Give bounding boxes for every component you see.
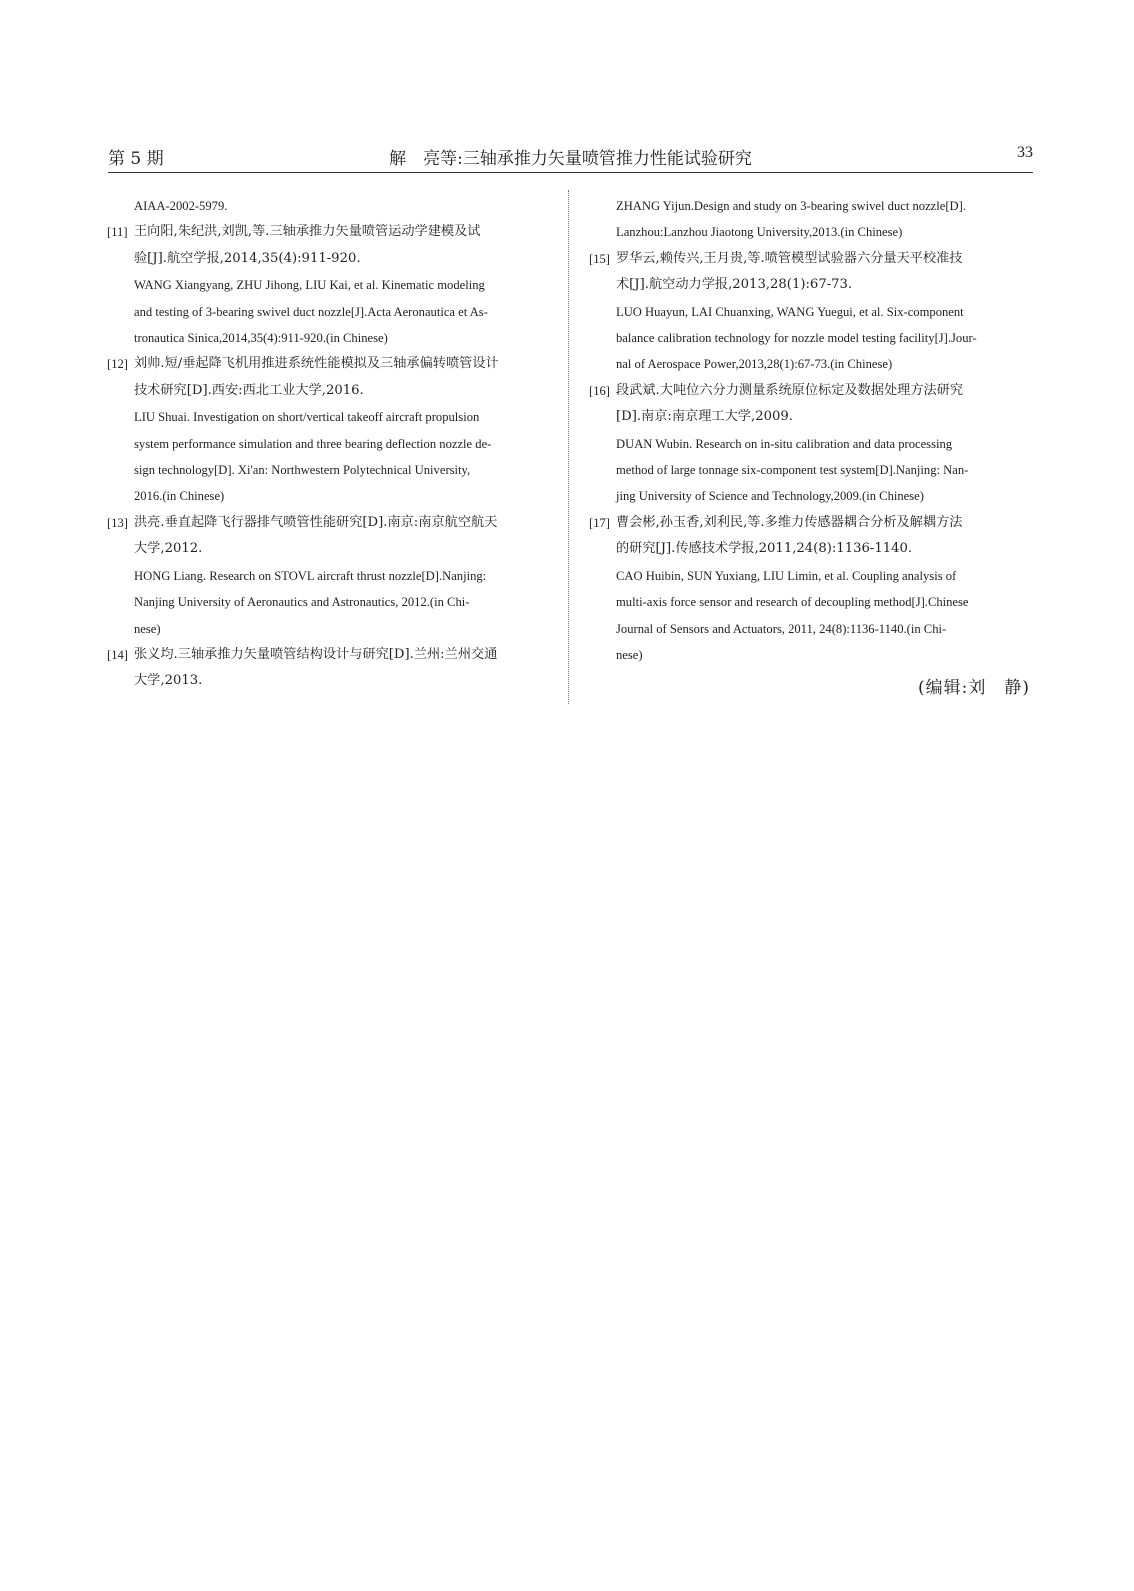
reference-line-cn: 验[J].航空学报,2014,35(4):911-920. [134, 250, 361, 266]
reference-line-cn: 术[J].航空动力学报,2013,28(1):67-73. [616, 277, 853, 293]
reference-line-en: method of large tonnage six-component test system[D].Nanjing: Nan- [616, 463, 969, 478]
reference-number: [15] [589, 251, 610, 266]
reference-line-en: 2016.(in Chinese) [134, 489, 225, 504]
reference-line-cn: 罗华云,赖传兴,王月贵,等.喷管模型试验器六分量天平校准技 [616, 250, 963, 266]
reference-number: [17] [589, 515, 610, 530]
reference-line-en: nese) [134, 621, 161, 636]
reference-line-cn: 技术研究[D].西安:西北工业大学,2016. [134, 382, 364, 398]
reference-line-en: and testing of 3-bearing swivel duct nozzle[J].Acta Aeronautica et As- [134, 304, 488, 319]
reference-line-cn: 刘帅.短/垂起降飞机用推进系统性能模拟及三轴承偏转喷管设计 [134, 356, 499, 372]
reference-line-en: HONG Liang. Research on STOVL aircraft thrust nozzle[D].Nanjing: [134, 568, 487, 583]
reference-entry [589, 510, 1036, 668]
reference-number: [16] [589, 383, 610, 398]
reference-line-cn: 的研究[J].传感技术学报,2011,24(8):1136-1140. [616, 541, 913, 557]
reference-continuation [589, 193, 1036, 246]
reference-entry [107, 510, 552, 642]
reference-line-en: balance calibration technology for nozzle model testing facility[J].Jour- [616, 331, 977, 346]
reference-number: [14] [107, 647, 128, 662]
reference-line-en: tronautica Sinica,2014,35(4):911-920.(in Chinese) [134, 331, 388, 346]
reference-line-cn: [D].南京:南京理工大学,2009. [616, 409, 793, 425]
reference-line-en: jing University of Science and Technology,2009.(in Chinese) [616, 489, 924, 504]
reference-number: [12] [107, 357, 128, 372]
reference-line-en: nese) [616, 647, 643, 662]
reference-line-en: Journal of Sensors and Actuators, 2011, 24(8):1136-1140.(in Chi- [616, 621, 947, 636]
reference-line-en: sign technology[D]. Xi'an: Northwestern Polytechnical University, [134, 463, 471, 478]
reference-line-en: CAO Huibin, SUN Yuxiang, LIU Limin, et al. Coupling analysis of [616, 568, 957, 583]
reference-line-cn: 大学,2013. [134, 673, 203, 689]
reference-line-en: LUO Huayun, LAI Chuanxing, WANG Yuegui, et al. Six-component [616, 304, 964, 319]
issue-label: 第 5 期 [108, 149, 164, 169]
page-number: 33 [1017, 144, 1033, 161]
reference-entry [107, 351, 552, 509]
reference-line-en: system performance simulation and three bearing deflection nozzle de- [134, 436, 492, 451]
reference-line: AIAA-2002-5979. [134, 199, 228, 213]
reference-line-en: WANG Xiangyang, ZHU Jihong, LIU Kai, et al. Kinematic modeling [134, 278, 485, 293]
header-rule [108, 172, 1033, 173]
reference-entry [589, 246, 1036, 378]
reference-line-cn: 王向阳,朱纪洪,刘凯,等.三轴承推力矢量喷管运动学建模及试 [134, 224, 481, 240]
reference-line-cn: 洪亮.垂直起降飞行器排气喷管性能研究[D].南京:南京航空航天 [134, 514, 498, 530]
reference-line-en: multi-axis force sensor and research of decoupling method[J].Chinese [616, 595, 969, 610]
reference-list-right [589, 246, 1036, 669]
reference-line-cn: 张义均.三轴承推力矢量喷管结构设计与研究[D].兰州:兰州交通 [134, 646, 498, 662]
reference-line-en: DUAN Wubin. Research on in-situ calibration and data processing [616, 436, 953, 451]
reference-line-en: Nanjing University of Aeronautics and Astronautics, 2012.(in Chi- [134, 595, 470, 610]
reference-continuation [107, 193, 552, 219]
reference-line: Lanzhou:Lanzhou Jiaotong University,2013.(in Chinese) [616, 225, 903, 240]
left-column [107, 193, 552, 695]
reference-line-en: nal of Aerospace Power,2013,28(1):67-73.(in Chinese) [616, 357, 893, 372]
running-title: 解 亮等:三轴承推力矢量喷管推力性能试验研究 [389, 149, 752, 169]
reference-line: ZHANG Yijun.Design and study on 3-bearing swivel duct nozzle[D]. [616, 199, 966, 213]
column-divider [568, 190, 569, 704]
running-header [108, 142, 1033, 170]
reference-line-cn: 曹会彬,孙玉香,刘利民,等.多维力传感器耦合分析及解耦方法 [616, 514, 963, 530]
reference-entry [589, 378, 1036, 510]
reference-line-cn: 段武斌.大吨位六分力测量系统原位标定及数据处理方法研究 [616, 382, 964, 398]
reference-entry [107, 219, 552, 351]
editor-credit: (编辑:刘 静) [918, 678, 1030, 698]
reference-number: [13] [107, 515, 128, 530]
reference-number: [11] [107, 225, 128, 240]
reference-entry [107, 642, 552, 695]
reference-list-left [107, 219, 552, 694]
right-column [589, 193, 1036, 668]
reference-line-cn: 大学,2012. [134, 541, 203, 557]
reference-line-en: LIU Shuai. Investigation on short/vertical takeoff aircraft propulsion [134, 410, 480, 425]
